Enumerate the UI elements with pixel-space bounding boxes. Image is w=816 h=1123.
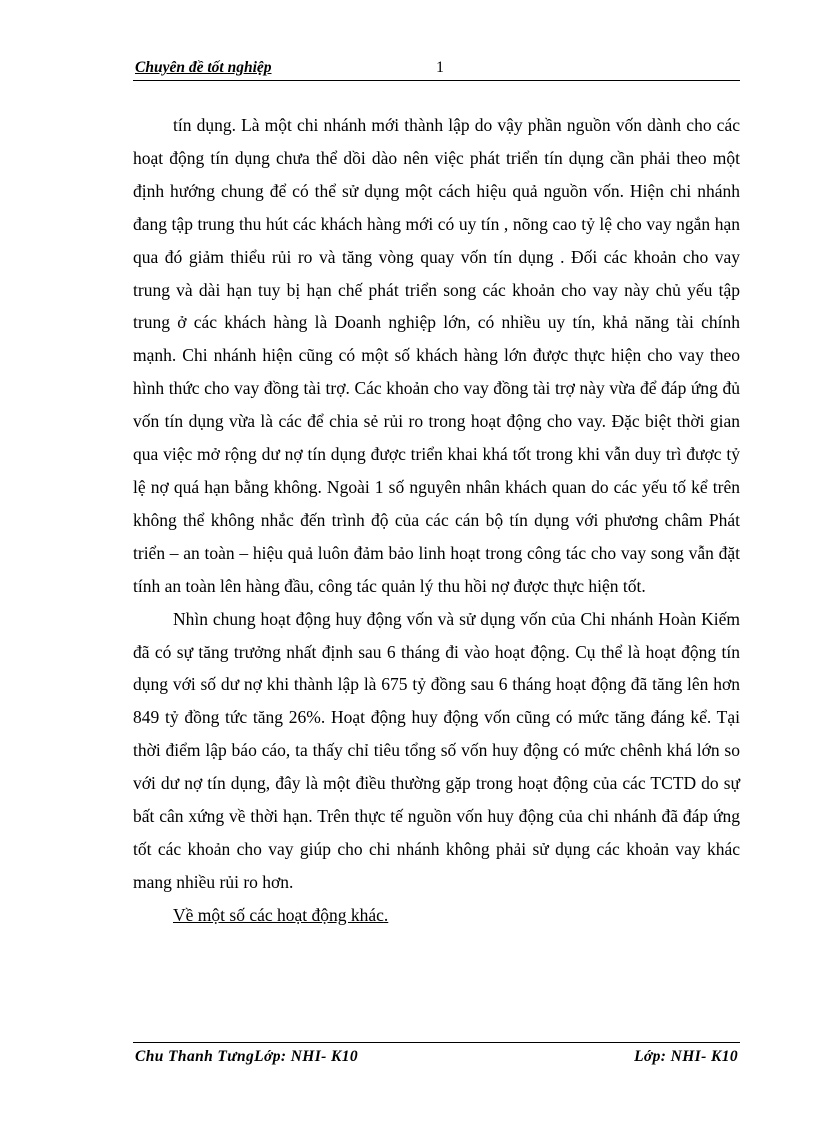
page-header	[133, 56, 740, 81]
body-paragraph-1: tín dụng. Là một chi nhánh mới thành lập do vậy phần nguồn vốn dành cho các hoạt động tín dụng chưa thể dồi dào nên việc phát triển tín dụng cần phải theo một định hướng chung để có thể sử dụng một cách hiệu quả nguồn vốn. Hiện chi nhánh đang tập trung thu hút các khách hàng mới có uy tín , nõng cao tỷ lệ cho vay ngắn hạn qua đó giảm thiểu rủi ro và tăng vòng quay vốn tín dụng . Đối các khoản cho vay trung và dài hạn tuy bị hạn chế phát triển song các khoản cho vay này chủ yếu tập trung ở các khách hàng là Doanh nghiệp lớn, có nhiều uy tín, khả năng tài chính mạnh. Chi nhánh hiện cũng có một số khách hàng lớn được thực hiện cho vay theo hình thức cho vay đồng tài trợ. Các khoản cho vay đồng tài trợ này vừa để đáp ứng đủ vốn tín dụng vừa là các để chia sẻ rủi ro trong hoạt động cho vay. Đặc biệt thời gian qua việc mở rộng dư nợ tín dụng được triển khai khá tốt trong khi vẫn duy trì được tỷ lệ nợ quá hạn bằng không. Ngoài 1 số nguyên nhân khách quan do các yếu tố kể trên không thể không nhắc đến trình độ của các cán bộ tín dụng với phương châm Phát triển – an toàn – hiệu quả luôn đảm bảo linh hoạt trong công tác cho vay song vẫn đặt tính an toàn lên hàng đầu, công tác quản lý thu hồi nợ được thực hiện tốt.	[133, 115, 740, 596]
page-footer	[133, 1042, 740, 1071]
footer-class: Lớp: NHI- K10	[634, 1048, 738, 1065]
document-body	[133, 109, 740, 932]
document-title: Chuyên đề tốt nghiệp	[135, 59, 272, 76]
footer-author-class: Chu Thanh TưngLớp: NHI- K10	[135, 1048, 359, 1065]
section-heading: Về một số các hoạt động khác.	[173, 904, 389, 925]
section-heading-text: Về một số các hoạt động khác	[173, 904, 384, 925]
body-paragraph-2: Nhìn chung hoạt động huy động vốn và sử dụng vốn của Chi nhánh Hoàn Kiếm đã có sự tăng trưởng nhất định sau 6 tháng đi vào hoạt động. Cụ thể là hoạt động tín dụng với số dư nợ khi thành lập là 675 tỷ đồng sau 6 tháng hoạt động đã tăng lên hơn 849 tỷ đồng tức tăng 26%. Hoạt động huy động vốn cũng có mức tăng đáng kể. Tại thời điểm lập báo cáo, ta thấy chỉ tiêu tổng số vốn huy động có mức chênh khá lớn so với dư nợ tín dụng, đây là một điều thường gặp trong hoạt động của các TCTD do sự bất cân xứng về thời hạn. Trên thực tế nguồn vốn huy động của chi nhánh đã đáp ứng tốt các khoản cho vay giúp cho chi nhánh không phải sử dụng các khoản vay khác mang nhiều rủi ro hơn.	[133, 608, 740, 892]
page-number: 1	[436, 59, 444, 76]
